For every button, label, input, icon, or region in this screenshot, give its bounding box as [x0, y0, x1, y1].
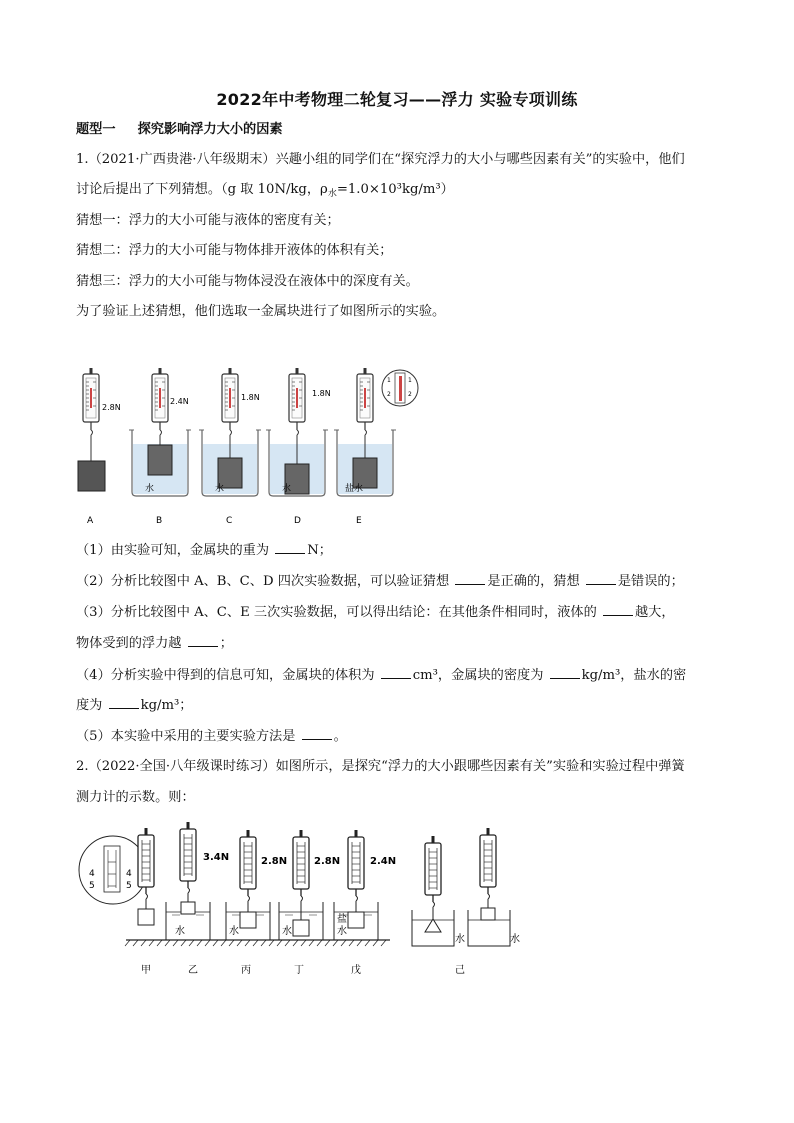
zoom-jia-tick-4: 5 [126, 881, 132, 891]
reading-yi: 3.4N [203, 852, 230, 863]
reading-a: 2.8N [102, 403, 121, 412]
block-wu [348, 912, 364, 928]
q2-intro-line1: 2.（2022·全国·八年级课时练习）如图所示，是探究“浮力的大小跟哪些因素有关”实验和实验过程中弹簧 [76, 759, 685, 774]
q1-guess3: 猜想三：浮力的大小可能与物体浸没在液体中的深度有关。 [76, 274, 419, 289]
reading-c: 1.8N [241, 393, 260, 402]
block-ji-square [481, 908, 495, 920]
q1-intro-sub: 水 [327, 189, 337, 199]
liquid-ji-1: 水 [455, 934, 465, 945]
label-wu: 戊 [351, 965, 361, 976]
liquid-yi: 水 [175, 926, 185, 937]
block-ji-triangle [425, 919, 441, 932]
liquid-wu-bottom: 水 [337, 926, 347, 937]
q1-intro-2a: 讨论后提出了下列猜想。（g 取 10N/kg，ρ [76, 182, 328, 197]
q1-verify: 为了验证上述猜想，他们选取一金属块进行了如图所示的实验。 [76, 304, 446, 319]
liquid-b: 水 [145, 484, 155, 494]
block-bing [240, 912, 256, 928]
label-ji: 己 [455, 965, 465, 976]
q1-figure [70, 358, 430, 530]
q1-part1: （1）由实验可知，金属块的重为 N； [76, 543, 332, 558]
liquid-wu-top: 盐 [337, 914, 347, 925]
label-yi: 乙 [188, 965, 198, 976]
reading-b: 2.4N [170, 397, 189, 406]
zoom-jia-tick-3: 4 [126, 869, 132, 879]
q1-part4-line2: 度为 kg/m³； [76, 698, 193, 713]
label-ding: 丁 [294, 965, 304, 976]
section-heading [76, 121, 283, 139]
q2-intro-line2: 测力计的示数。则： [76, 790, 195, 805]
reading-ding: 2.8N [314, 856, 341, 867]
zoom-e-tick-3: 1 [408, 377, 412, 384]
reading-d: 1.8N [312, 389, 331, 398]
reading-bing: 2.8N [261, 856, 288, 867]
zoom-e-tick-2: 2 [387, 391, 391, 398]
liquid-e: 盐水 [345, 484, 364, 494]
liquid-d: 水 [282, 484, 292, 494]
zoom-jia-tick-2: 5 [89, 881, 95, 891]
label-bing: 丙 [241, 965, 251, 976]
q1-intro-line1: 1.（2021·广西贵港·八年级期末）兴趣小组的同学们在“探究浮力的大小与哪些因素有关”的实验中，他们 [76, 152, 685, 167]
block-jia [138, 909, 154, 925]
q1-guess2: 猜想二：浮力的大小可能与物体排开液体的体积有关； [76, 243, 393, 258]
label-a: A [87, 516, 94, 526]
section-label: 题型一 [76, 122, 116, 137]
liquid-ji-2: 水 [510, 934, 520, 945]
metal-block-a [78, 461, 105, 491]
zoom-e-tick-4: 2 [408, 391, 412, 398]
label-e: E [356, 516, 362, 526]
zoom-e-tick-1: 1 [387, 377, 391, 384]
reading-wu: 2.4N [370, 856, 397, 867]
page-title: 2022年中考物理二轮复习——浮力 实验专项训练 [216, 90, 578, 109]
liquid-c: 水 [215, 484, 225, 494]
q1-intro-2b: =1.0×10³kg/m³） [336, 182, 454, 197]
label-b: B [156, 516, 163, 526]
metal-block-b [148, 445, 172, 475]
block-yi [181, 902, 195, 914]
ground-hatch [125, 940, 386, 946]
label-c: C [226, 516, 233, 526]
liquid-ding: 水 [282, 926, 292, 937]
label-d: D [294, 516, 301, 526]
q1-part2: （2）分析比较图中 A、B、C、D 四次实验数据，可以验证猜想 是正确的，猜想 是错误的； [76, 574, 684, 589]
q1-part5: （5）本实验中采用的主要实验方法是 。 [76, 729, 347, 744]
section-name: 探究影响浮力大小的因素 [137, 122, 283, 137]
block-ding [293, 920, 309, 936]
liquid-bing: 水 [229, 926, 239, 937]
q1-part3-line2: 物体受到的浮力越 ； [76, 636, 233, 651]
q1-part3-line1: （3）分析比较图中 A、C、E 三次实验数据，可以得出结论：在其他条件相同时，液体的 越大， [76, 605, 675, 620]
zoom-jia-tick-1: 4 [89, 869, 95, 879]
q1-guess1: 猜想一：浮力的大小可能与液体的密度有关； [76, 213, 340, 228]
label-jia: 甲 [141, 965, 151, 976]
q1-part4-line1: （4）分析实验中得到的信息可知，金属块的体积为 cm³，金属块的密度为 kg/m³，盐水的密 [76, 668, 687, 683]
q2-figure [78, 822, 538, 982]
q1-intro-line2 [76, 181, 454, 203]
